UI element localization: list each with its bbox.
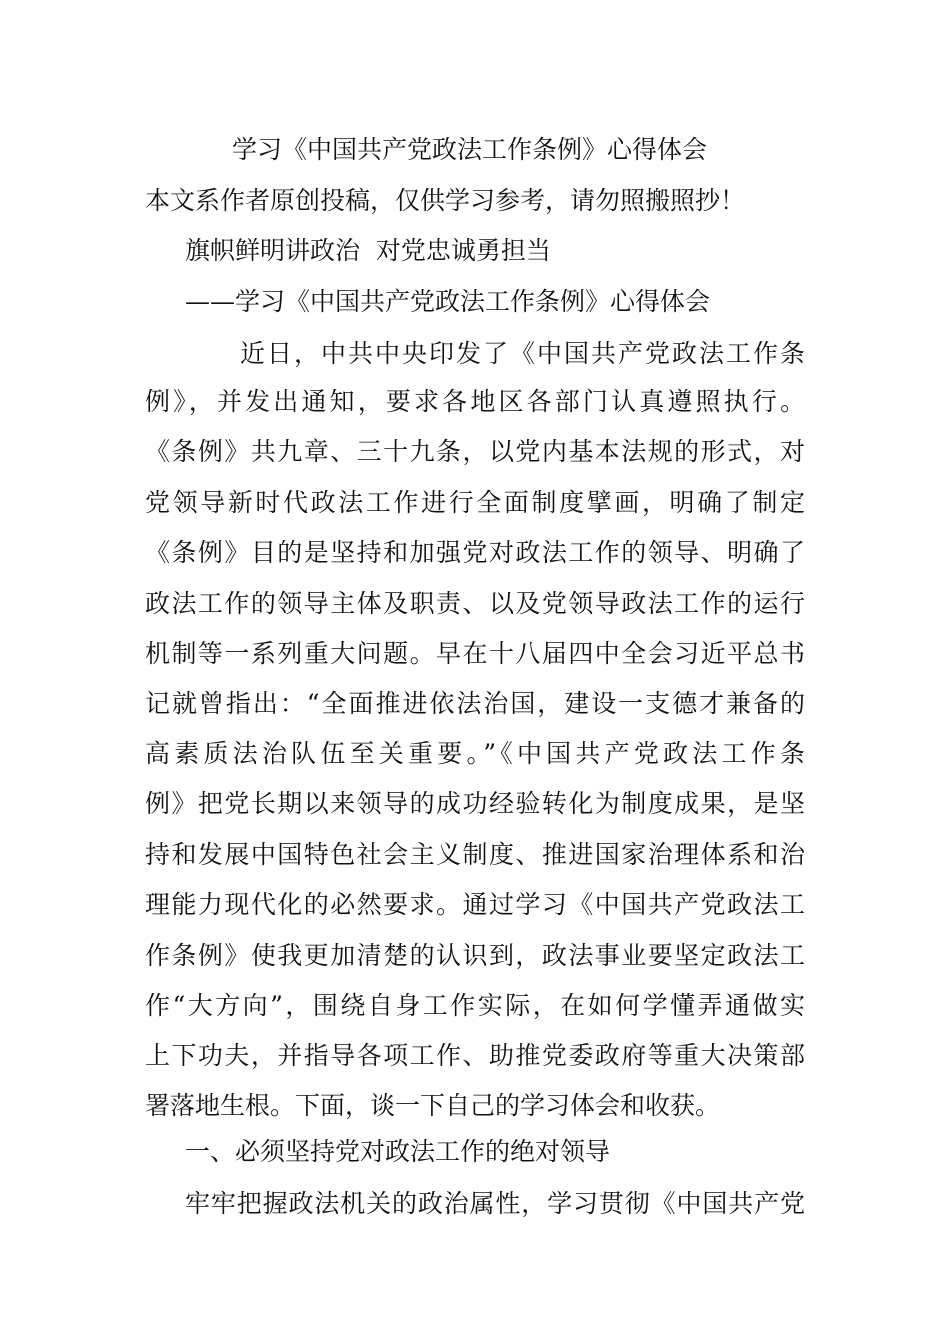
section-heading: 一、必须坚持党对政法工作的绝对领导 bbox=[185, 1137, 611, 1166]
paragraph-line: 上下功夫，并指导各项工作、助推党委政府等重大决策部 bbox=[145, 1041, 805, 1070]
paragraph-line: 作“大方向”，围绕自身工作实际，在如何学懂弄通做实 bbox=[145, 991, 805, 1020]
paragraph-line: 署落地生根。下面，谈一下自己的学习体会和收获。 bbox=[145, 1091, 721, 1120]
subtitle-secondary: ——学习《中国共产党政法工作条例》心得体会 bbox=[185, 287, 711, 316]
paragraph-line: 作条例》使我更加清楚的认识到，政法事业要坚定政法工 bbox=[145, 941, 805, 970]
paragraph-line: 机制等一系列重大问题。早在十八届四中全会习近平总书 bbox=[145, 639, 805, 668]
paragraph-line: 例》，并发出通知，要求各地区各部门认真遵照执行。 bbox=[145, 387, 805, 416]
paragraph-line: 高素质法治队伍至关重要。”《中国共产党政法工作条 bbox=[145, 739, 805, 768]
paragraph-line: 政法工作的领导主体及职责、以及党领导政法工作的运行 bbox=[145, 589, 805, 618]
paragraph-line: 《条例》目的是坚持和加强党对政法工作的领导、明确了 bbox=[145, 538, 805, 567]
paragraph-line: 《条例》共九章、三十九条，以党内基本法规的形式，对 bbox=[145, 437, 805, 466]
paragraph-line: 党领导新时代政法工作进行全面制度擘画，明确了制定 bbox=[145, 488, 805, 517]
subtitle: 旗帜鲜明讲政治 对党忠诚勇担当 bbox=[185, 236, 551, 265]
paragraph-line: 牢牢把握政法机关的政治属性，学习贯彻《中国共产党 bbox=[185, 1189, 805, 1218]
paragraph-line: 记就曾指出：“全面推进依法治国，建设一支德才兼备的 bbox=[145, 689, 805, 718]
paragraph-line: 近日，中共中央印发了《中国共产党政法工作条 bbox=[240, 339, 805, 368]
paragraph-line: 理能力现代化的必然要求。通过学习《中国共产党政法工 bbox=[145, 890, 805, 919]
paragraph-line: 例》把党长期以来领导的成功经验转化为制度成果，是坚 bbox=[145, 789, 805, 818]
disclaimer-text: 本文系作者原创投稿，仅供学习参考，请勿照搬照抄！ bbox=[145, 186, 746, 215]
paragraph-line: 持和发展中国特色社会主义制度、推进国家治理体系和治 bbox=[145, 840, 805, 869]
document-title: 学习《中国共产党政法工作条例》心得体会 bbox=[232, 135, 708, 164]
